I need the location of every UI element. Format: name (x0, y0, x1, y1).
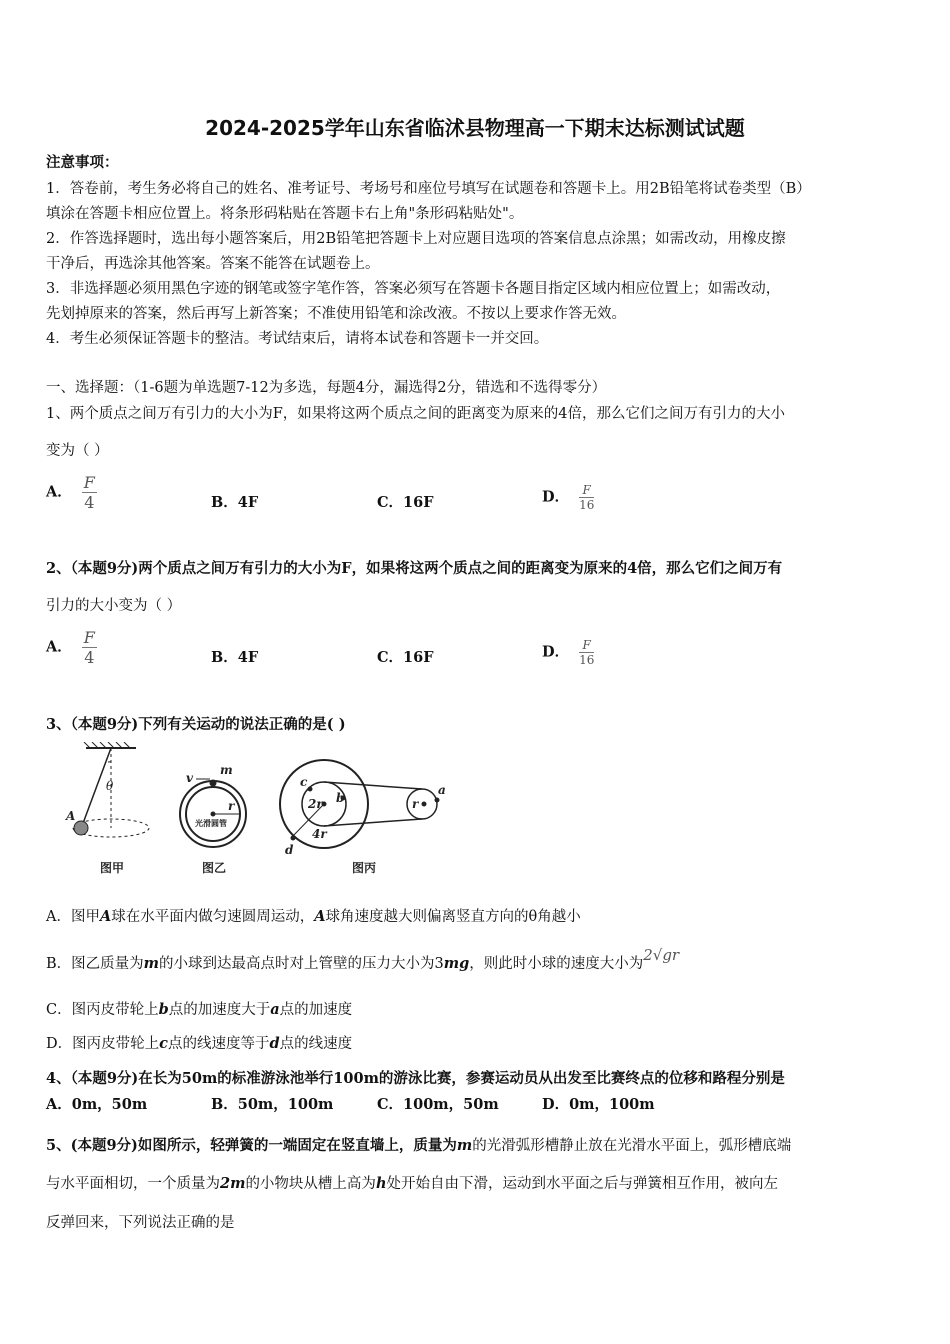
q3-figure (62, 742, 452, 882)
q2-stem-line1: 2、（本题9分)两个质点之间万有引力的大小为F，如果将这两个质点之间的距离变为原来的4倍，那么它们之间万有 (46, 560, 783, 577)
label-a-ball: A (66, 809, 76, 823)
q2-option-a[interactable]: A． $\frac{F}{4}$ (46, 628, 95, 667)
q1-option-d[interactable]: D． $\frac{F}{16}$ (542, 483, 595, 512)
notice-line-2: 填涂在答题卡相应位置上。将条形码粘贴在答题卡右上角"条形码粘贴处"。 (46, 206, 524, 222)
caption-jia: 图甲 (100, 861, 125, 875)
q4-option-a[interactable]: A．0m，50m (46, 1096, 148, 1113)
q1-option-c[interactable]: C．16F (377, 494, 434, 511)
figure-bing (280, 760, 446, 875)
label-r-tube: r (228, 799, 235, 813)
figure-jia (65, 742, 149, 875)
notice-line-7: 4．考生必须保证答题卡的整洁。考试结束后，请将本试卷和答题卡一并交回。 (46, 331, 549, 347)
label-m: m (220, 763, 233, 777)
label-c: c (300, 775, 308, 789)
q3-option-c[interactable]: C．图丙皮带轮上b点的加速度大于a点的加速度 (46, 1001, 353, 1018)
q2-option-c[interactable]: C．16F (377, 649, 434, 666)
q5-stem-line3: 反弹回来，下列说法正确的是 (46, 1215, 235, 1231)
figure-yi (180, 763, 246, 875)
q2-stem-line2: 引力的大小变为（ ） (46, 598, 182, 614)
page-title: 2024-2025学年山东省临沭县物理高一下期末达标测试试题 (205, 116, 745, 140)
notice-heading: 注意事项： (46, 154, 119, 171)
theta-label: θ (106, 779, 114, 793)
q4-stem: 4、（本题9分)在长为50m的标准游泳池举行100m的游泳比赛，参赛运动员从出发至比赛终点的位移和路程分别是 (46, 1070, 785, 1087)
section-heading: 一、选择题：（1-6题为单选题7-12为多选，每题4分，漏选得2分，错选和不选得零分） (46, 380, 607, 396)
label-a: a (438, 783, 446, 797)
label-2r: 2r (308, 797, 323, 811)
q3-stem: 3、（本题9分)下列有关运动的说法正确的是( ) (46, 716, 346, 733)
q1-option-b[interactable]: B．4F (211, 494, 259, 511)
q2-option-d[interactable]: D． $\frac{F}{16}$ (542, 638, 595, 667)
q4-options (46, 1080, 746, 1120)
label-4r: 4r (312, 827, 327, 841)
q5-stem-line1: 5、(本题9分)如图所示，轻弹簧的一端固定在竖直墙上，质量为m的光滑弧形槽静止放在光滑水平面上，弧形槽底端 (46, 1137, 792, 1154)
q4-option-d[interactable]: D．0m，100m (542, 1096, 655, 1113)
q1-stem-line2: 变为（ ） (46, 443, 109, 459)
caption-yi: 图乙 (202, 861, 227, 875)
q5-stem-line2: 与水平面相切，一个质量为2m的小物块从槽上高为h处开始自由下滑，运动到水平面之后与弹簧相互作用，被向左 (46, 1175, 778, 1192)
notice-line-3: 2．作答选择题时，选出每小题答案后，用2B铅笔把答题卡上对应题目选项的答案信息点涂黑；如需改动，用橡皮擦 (46, 231, 786, 247)
q2-options (46, 625, 746, 673)
q1-options (46, 470, 746, 518)
notice-line-4: 干净后，再选涂其他答案。答案不能答在试题卷上。 (46, 256, 380, 272)
q1-option-a[interactable]: A． $\frac{F}{4}$ (46, 473, 95, 512)
q3-option-a[interactable]: A．图甲A球在水平面内做匀速圆周运动，A球角速度越大则偏离竖直方向的θ角越小 (46, 908, 581, 925)
notice-line-5: 3．非选择题必须用黑色字迹的钢笔或签字笔作答，答案必须写在答题卡各题目指定区域内相应位置上；如需改动， (46, 281, 781, 297)
label-d: d (285, 843, 294, 857)
label-b: b (336, 791, 345, 805)
label-r-small: r (412, 797, 419, 811)
q4-option-c[interactable]: C．100m，50m (377, 1096, 499, 1113)
q3-option-b[interactable]: B．图乙质量为m的小球到达最高点时对上管壁的压力大小为3mg，则此时小球的速度大小为2√gr (46, 946, 680, 972)
q4-option-b[interactable]: B．50m，100m (211, 1096, 334, 1113)
notice-line-1: 1．答卷前，考生务必将自己的姓名、准考证号、考场号和座位号填写在试题卷和答题卡上。用2B铅笔将试卷类型（B） (46, 181, 811, 197)
q3-option-d[interactable]: D．图丙皮带轮上c点的线速度等于d点的线速度 (46, 1035, 353, 1052)
caption-bing: 图丙 (352, 861, 377, 875)
label-tube: 光滑圆管 (195, 818, 227, 828)
q2-option-b[interactable]: B．4F (211, 649, 259, 666)
q1-stem-line1: 1、两个质点之间万有引力的大小为F，如果将这两个质点之间的距离变为原来的4倍，那么它们之间万有引力的大小 (46, 406, 786, 422)
label-v: v (186, 771, 193, 785)
notice-line-6: 先划掉原来的答案，然后再写上新答案；不准使用铅笔和涂改液。不按以上要求作答无效。 (46, 306, 626, 322)
